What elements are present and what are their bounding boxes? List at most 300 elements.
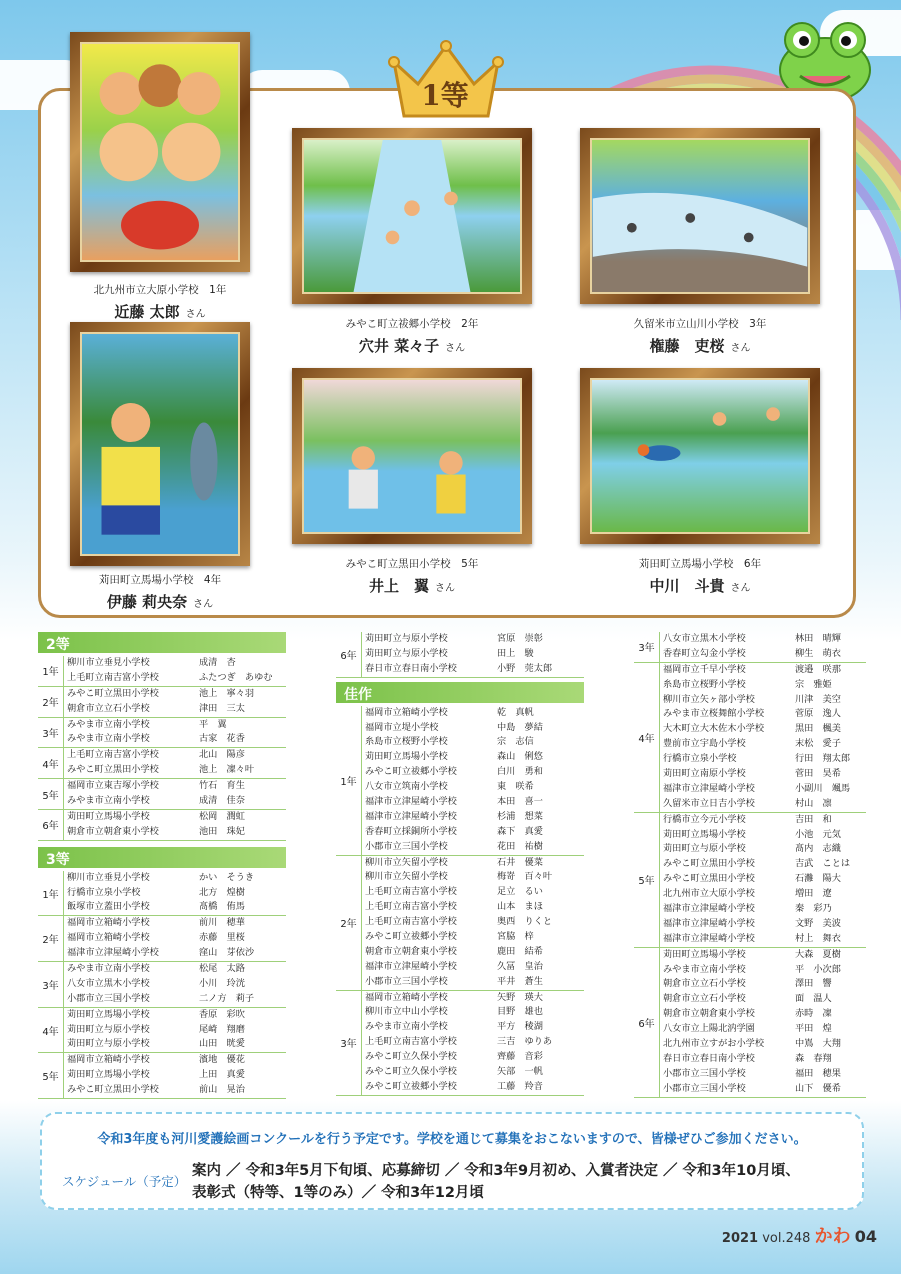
school-name: みやこ町立久保小学校 (365, 1051, 457, 1063)
student-name: 古家 花香 (199, 733, 245, 745)
school-name: 上毛町立南吉富小学校 (365, 901, 457, 913)
school-name: 苅田町立馬場小学校 (663, 828, 746, 840)
list-item (64, 931, 286, 946)
student-name: 上田 真愛 (199, 1069, 245, 1081)
student-name: 宮原 崇彰 (497, 633, 543, 644)
school-name: 朝倉市立朝倉東小学校 (663, 1008, 755, 1020)
grade-group (38, 1053, 286, 1099)
grade-label: 1年 (38, 871, 64, 916)
school-name: 柳川市立矢留小学校 (365, 871, 448, 883)
student-name: 中嶌 大翔 (795, 1038, 841, 1050)
list-item (660, 887, 866, 902)
list-item (660, 722, 866, 737)
list-item (362, 1005, 584, 1020)
school-name: 豊前市立宇島小学校 (663, 738, 746, 750)
list-item (64, 916, 286, 931)
student-name: 髙橋 侑馬 (199, 901, 245, 913)
list-item (660, 782, 866, 797)
student-name: 花田 祐樹 (497, 840, 543, 852)
grade-group (38, 748, 286, 779)
school-name: 糸島市立桜野小学校 (663, 678, 746, 690)
grade-group (634, 813, 866, 948)
grade-group (38, 871, 286, 917)
school-name: 小郡市立三国小学校 (663, 1067, 746, 1079)
school-name: 大木町立大木佐木小学校 (663, 723, 765, 735)
list-item (64, 1083, 286, 1098)
list-item (362, 1080, 584, 1095)
student-name: 奥西 りくと (497, 916, 553, 928)
list-item (660, 1007, 866, 1022)
student-name: 竹石 育生 (199, 780, 245, 792)
artwork-kingfisher (590, 378, 810, 534)
list-column-1 (38, 632, 286, 1099)
list-item (64, 702, 286, 717)
list-item (660, 1052, 866, 1067)
student-name: 平井 蒼生 (497, 975, 543, 987)
footer-year: 2021 (721, 1231, 759, 1246)
student-name: 山田 晄愛 (199, 1038, 245, 1050)
school-name: 福岡市立箱崎小学校 (67, 917, 150, 929)
list-item (660, 992, 866, 1007)
list-item (64, 886, 286, 901)
student-name: 文野 美波 (795, 917, 841, 929)
school-name: みやこ町立黒田小学校 (663, 858, 755, 870)
artwork-frame-3 (580, 128, 820, 304)
school-name: みやこ町立久保小学校 (365, 1066, 457, 1078)
grade-label: 1年 (336, 706, 362, 855)
list-item (362, 662, 584, 677)
list-item (362, 632, 584, 647)
school-name: みやま市立南小学校 (67, 733, 150, 745)
list-column-3 (634, 632, 866, 1098)
student-name: 渡邉 咲那 (795, 663, 841, 675)
school-name: 苅田町立与原小学校 (663, 843, 746, 855)
student-name: 齊藤 音彩 (497, 1051, 543, 1063)
list-item (64, 992, 286, 1007)
first-prize-title: 1等 (421, 79, 469, 112)
list-item (660, 872, 866, 887)
winner-caption-3 (580, 316, 820, 356)
grade-group (38, 718, 286, 749)
list-item (64, 1068, 286, 1083)
list-item (660, 737, 866, 752)
contest-notice (40, 1112, 864, 1210)
student-name: 村上 舞衣 (795, 932, 841, 944)
student-name: 秦 彩乃 (795, 903, 832, 915)
school-name: 行橋市立今元小学校 (663, 813, 746, 825)
student-name: 久冨 皇治 (497, 960, 543, 972)
grade-label: 3年 (336, 991, 362, 1095)
school-name: 福岡市立箱崎小学校 (67, 932, 150, 944)
school-name: みやこ町立祓郷小学校 (365, 766, 457, 778)
student-name: 大森 夏樹 (795, 948, 841, 960)
school-name: みやこ町立黒田小学校 (663, 873, 755, 885)
school-name: 柳川市立矢ヶ部小学校 (663, 693, 755, 705)
grade-group (336, 632, 584, 678)
student-name: 森山 俐悠 (497, 751, 543, 763)
magazine-title: かわ (814, 1226, 851, 1247)
list-item (362, 885, 584, 900)
student-name: 前山 晃治 (199, 1084, 245, 1096)
student-name: 面 温人 (795, 993, 832, 1005)
winner-school: みやこ町立黒田小学校 5年 (345, 558, 479, 570)
student-name: 足立 るい (497, 886, 543, 898)
student-name: かい そうき (199, 871, 255, 883)
grade-group (38, 656, 286, 687)
student-name: 宮脇 梓 (497, 931, 534, 943)
student-name: 成清 佳奈 (199, 795, 245, 807)
school-name: 八女市立黒木小学校 (663, 633, 746, 644)
student-name: 小副川 颯馬 (795, 782, 851, 794)
school-name: 飯塚市立蓋田小学校 (67, 901, 150, 913)
school-name: 上毛町立南吉富小学校 (365, 886, 457, 898)
student-name: 尾崎 翔磨 (199, 1023, 245, 1035)
second-prize-list (38, 656, 286, 841)
list-item (660, 977, 866, 992)
student-name: 池上 凜々叶 (199, 764, 255, 776)
list-item (64, 718, 286, 733)
school-name: 福津市立津屋崎小学校 (663, 903, 755, 915)
school-name: 福津市立津屋崎小学校 (365, 796, 457, 808)
school-name: 朝倉市立立石小学校 (67, 702, 150, 714)
list-item (660, 767, 866, 782)
school-name: 苅田町立与原小学校 (67, 1023, 150, 1035)
list-item (64, 962, 286, 977)
list-item (660, 1067, 866, 1082)
grade-label: 3年 (38, 718, 64, 748)
list-item (64, 763, 286, 778)
grade-group (634, 632, 866, 663)
school-name: 香春町立勾金小学校 (663, 647, 746, 659)
third-prize-header: 3等 (38, 847, 286, 868)
list-item (362, 735, 584, 750)
school-name: 小郡市立三国小学校 (365, 840, 448, 852)
list-item (64, 1053, 286, 1068)
grade-label: 6年 (336, 632, 362, 677)
student-name: 行田 翔太郎 (795, 753, 851, 765)
list-item (64, 1037, 286, 1052)
student-name: 田上 駿 (497, 647, 534, 659)
list-item (362, 647, 584, 662)
list-item (362, 1020, 584, 1035)
winner-caption-6 (580, 556, 820, 596)
grade-label: 5年 (38, 1053, 64, 1098)
grade-group (336, 991, 584, 1096)
student-name: 赤時 凜 (795, 1008, 832, 1020)
student-name: 川津 美空 (795, 693, 841, 705)
student-name: 松岡 潤虹 (199, 810, 245, 822)
school-name: 北九州市立すがお小学校 (663, 1038, 765, 1050)
student-name: 平 翼 (199, 718, 227, 730)
student-name: 杉浦 想菜 (497, 810, 543, 822)
student-name: 池田 珠妃 (199, 825, 245, 837)
list-item (660, 1037, 866, 1052)
school-name: 小郡市立三国小学校 (67, 992, 150, 1004)
student-name: 三吉 ゆりあ (497, 1036, 553, 1048)
artwork-river-stones (590, 138, 810, 294)
student-name: 菅原 逸人 (795, 708, 841, 720)
list-item (362, 960, 584, 975)
grade-label: 3年 (634, 632, 660, 662)
student-name: 吉田 和 (795, 813, 832, 825)
list-item (64, 900, 286, 915)
school-name: 福岡市立千早小学校 (663, 663, 746, 675)
winner-caption-5 (292, 556, 532, 596)
school-name: 福岡市立東吉塚小学校 (67, 780, 159, 792)
student-name: 矢野 瑛大 (497, 991, 543, 1003)
school-name: 福津市立津屋崎小学校 (663, 932, 755, 944)
list-item (362, 915, 584, 930)
school-name: 八女市立筑南小学校 (365, 781, 448, 793)
school-name: 春日市立春日南小学校 (365, 662, 457, 674)
student-name: 白川 勇和 (497, 766, 543, 778)
school-name: 上毛町立南吉富小学校 (67, 671, 159, 683)
student-name: 平田 煌 (795, 1023, 832, 1035)
school-name: みやこ町立祓郷小学校 (365, 931, 457, 943)
list-item (64, 1008, 286, 1023)
list-item (660, 932, 866, 947)
school-name: 上毛町立南吉富小学校 (365, 916, 457, 928)
list-item (362, 706, 584, 721)
list-item (362, 1065, 584, 1080)
winner-name: 近藤 太郎 さん (114, 303, 206, 321)
winner-school: 北九州市立大原小学校 1年 (93, 284, 227, 296)
grade-label: 1年 (38, 656, 64, 686)
grade-label: 5年 (634, 813, 660, 947)
student-name: 成清 杏 (199, 657, 236, 668)
honorable-mention-list-continued (634, 632, 866, 1098)
student-name: 石灘 陽大 (795, 873, 841, 885)
school-name: 北九州市立大原小学校 (663, 888, 755, 900)
list-item (362, 856, 584, 871)
schedule-text (192, 1160, 800, 1204)
student-name: 中島 夢結 (497, 721, 543, 733)
school-name: みやま市立南小学校 (67, 718, 150, 730)
school-name: 柳川市立中山小学校 (365, 1006, 448, 1018)
student-name: 乾 真帆 (497, 706, 534, 718)
list-item (64, 1023, 286, 1038)
footer-volume: vol.248 (762, 1231, 811, 1246)
school-name: みやま市立南小学校 (67, 963, 150, 975)
third-prize-list-continued (336, 632, 584, 678)
list-item (362, 810, 584, 825)
list-item (660, 632, 866, 647)
list-item (362, 1050, 584, 1065)
list-item (64, 748, 286, 763)
list-item (362, 870, 584, 885)
page-number: 04 (854, 1227, 877, 1246)
school-name: 福津市立津屋崎小学校 (663, 782, 755, 794)
artwork-frame-4 (70, 322, 250, 566)
list-item (64, 656, 286, 671)
list-item (660, 1022, 866, 1037)
artwork-river-children (302, 138, 522, 294)
list-item (660, 902, 866, 917)
school-name: 苅田町立南原小学校 (663, 768, 746, 780)
student-name: 村山 凛 (795, 797, 832, 809)
winner-caption-1 (60, 282, 260, 322)
student-name: 池上 寧々羽 (199, 687, 255, 699)
winner-school: 久留米市立山川小学校 3年 (633, 318, 767, 330)
list-item (64, 687, 286, 702)
grade-group (634, 948, 866, 1098)
student-name: 柳生 萌衣 (795, 647, 841, 659)
school-name: 八女市立上陽北汭学園 (663, 1023, 755, 1035)
list-item (660, 857, 866, 872)
third-prize-list (38, 871, 286, 1099)
list-item (362, 991, 584, 1006)
list-item (362, 945, 584, 960)
grade-label: 6年 (38, 810, 64, 840)
school-name: 福津市立津屋崎小学校 (365, 960, 457, 972)
school-name: みやこ町立黒田小学校 (67, 764, 159, 776)
school-name: 福岡市立箱崎小学校 (365, 706, 448, 718)
student-name: 吉武 ことは (795, 858, 851, 870)
student-name: 矢部 一帆 (497, 1066, 543, 1078)
winner-school: 苅田町立馬場小学校 4年 (98, 574, 222, 586)
list-item (64, 671, 286, 686)
school-name: 行橋市立泉小学校 (663, 753, 737, 765)
student-name: 鹿田 結希 (497, 945, 543, 957)
list-item (660, 647, 866, 662)
list-item (362, 780, 584, 795)
honorable-mention-header: 佳作 (336, 682, 584, 703)
student-name: 赤藤 里桜 (199, 932, 245, 944)
artwork-catching-fish (302, 378, 522, 534)
school-name: みやま市立南小学校 (67, 795, 150, 807)
school-name: 福津市立津屋崎小学校 (67, 947, 159, 959)
student-name: 林田 晴輝 (795, 633, 841, 644)
winner-name: 穴井 菜々子 さん (358, 337, 466, 355)
school-name: 柳川市立垂見小学校 (67, 871, 150, 883)
list-item (660, 1082, 866, 1097)
list-item (64, 732, 286, 747)
list-item (362, 765, 584, 780)
school-name: 苅田町立馬場小学校 (67, 1008, 150, 1020)
student-name: 増田 遼 (795, 888, 832, 900)
school-name: 小郡市立三国小学校 (663, 1082, 746, 1094)
student-name: 福田 穂果 (795, 1067, 841, 1079)
school-name: 柳川市立矢留小学校 (365, 856, 448, 868)
list-item (64, 977, 286, 992)
schedule-line: 案内 ／ 令和3年5月下旬頃、応募締切 ／ 令和3年9月初め、入賞者決定 ／ 令和3年10月頃、 (192, 1163, 800, 1179)
school-name: 久留米市立日吉小学校 (663, 797, 755, 809)
student-name: 二ノ方 莉子 (199, 992, 255, 1004)
school-name: みやま市立南小学校 (663, 963, 746, 975)
artwork-frame-2 (292, 128, 532, 304)
school-name: 柳川市立垂見小学校 (67, 657, 150, 668)
grade-label: 2年 (38, 687, 64, 717)
list-item (660, 828, 866, 843)
list-item (362, 840, 584, 855)
student-name: 濱地 優花 (199, 1054, 245, 1066)
winner-name: 伊藤 莉央奈 さん (106, 593, 214, 611)
school-name: 春日市立春日南小学校 (663, 1052, 755, 1064)
school-name: 苅田町立馬場小学校 (67, 810, 150, 822)
student-name: 末松 愛子 (795, 738, 841, 750)
grade-group (38, 1008, 286, 1054)
grade-group (38, 687, 286, 718)
student-name: 髙内 志織 (795, 843, 841, 855)
student-name: 窪山 芽依沙 (199, 947, 255, 959)
student-name: 津田 三太 (199, 702, 245, 714)
school-name: 朝倉市立朝倉東小学校 (365, 945, 457, 957)
student-name: ふたつぎ あゆむ (199, 671, 273, 683)
school-name: 糸島市立桜野小学校 (365, 736, 448, 748)
honorable-mention-list (336, 706, 584, 1096)
student-name: 小池 元気 (795, 828, 841, 840)
grade-label: 6年 (634, 948, 660, 1097)
school-name: みやま市立南小学校 (365, 1021, 448, 1033)
winner-caption-4 (60, 572, 260, 612)
student-name: 山本 まほ (497, 901, 543, 913)
winner-name: 権藤 吏桜 さん (649, 337, 751, 355)
grade-group (336, 706, 584, 856)
grade-label: 2年 (336, 856, 362, 990)
grade-group (38, 810, 286, 841)
list-item (64, 794, 286, 809)
list-item (64, 871, 286, 886)
grade-label: 3年 (38, 962, 64, 1007)
grade-group (336, 856, 584, 991)
list-item (64, 779, 286, 794)
school-name: みやこ町立祓郷小学校 (365, 1080, 457, 1092)
list-item (362, 975, 584, 990)
grade-label: 4年 (634, 663, 660, 812)
student-name: 石井 優菜 (497, 856, 543, 868)
student-name: 森下 真愛 (497, 825, 543, 837)
school-name: 朝倉市立朝倉東小学校 (67, 825, 159, 837)
student-name: 香原 彩吹 (199, 1008, 245, 1020)
list-item (362, 825, 584, 840)
school-name: 行橋市立泉小学校 (67, 886, 141, 898)
school-name: 苅田町立与原小学校 (67, 1038, 150, 1050)
school-name: 福津市立津屋崎小学校 (365, 810, 457, 822)
list-item (660, 693, 866, 708)
student-name: 目野 雄也 (497, 1006, 543, 1018)
list-item (660, 678, 866, 693)
list-item (660, 842, 866, 857)
student-name: 平方 稜湖 (497, 1021, 543, 1033)
list-item (660, 797, 866, 812)
school-name: 福岡市立箱崎小学校 (67, 1054, 150, 1066)
artwork-frame-5 (292, 368, 532, 544)
school-name: みやま市立桜舞館小学校 (663, 708, 765, 720)
winner-caption-2 (292, 316, 532, 356)
grade-label: 2年 (38, 916, 64, 961)
list-item (362, 721, 584, 736)
list-item (660, 948, 866, 963)
student-name: 宗 雅姫 (795, 678, 832, 690)
list-item (660, 752, 866, 767)
student-name: 本田 喜一 (497, 796, 543, 808)
student-name: 山下 優希 (795, 1082, 841, 1094)
list-item (362, 900, 584, 915)
list-item (64, 946, 286, 961)
grade-group (38, 916, 286, 962)
student-name: 森 春翔 (795, 1052, 832, 1064)
schedule-line: 表彰式（特等、1等のみ）／ 令和3年12月頃 (192, 1185, 484, 1201)
page-footer (722, 1222, 877, 1248)
student-name: 平 小次郎 (795, 963, 841, 975)
school-name: 上毛町立南吉富小学校 (67, 749, 159, 761)
school-name: 苅田町立馬場小学校 (663, 948, 746, 960)
list-item (660, 963, 866, 978)
student-name: 北方 煌樹 (199, 886, 245, 898)
school-name: 上毛町立南吉富小学校 (365, 1036, 457, 1048)
second-prize-header: 2等 (38, 632, 286, 653)
school-name: 福岡市立堤小学校 (365, 721, 439, 733)
